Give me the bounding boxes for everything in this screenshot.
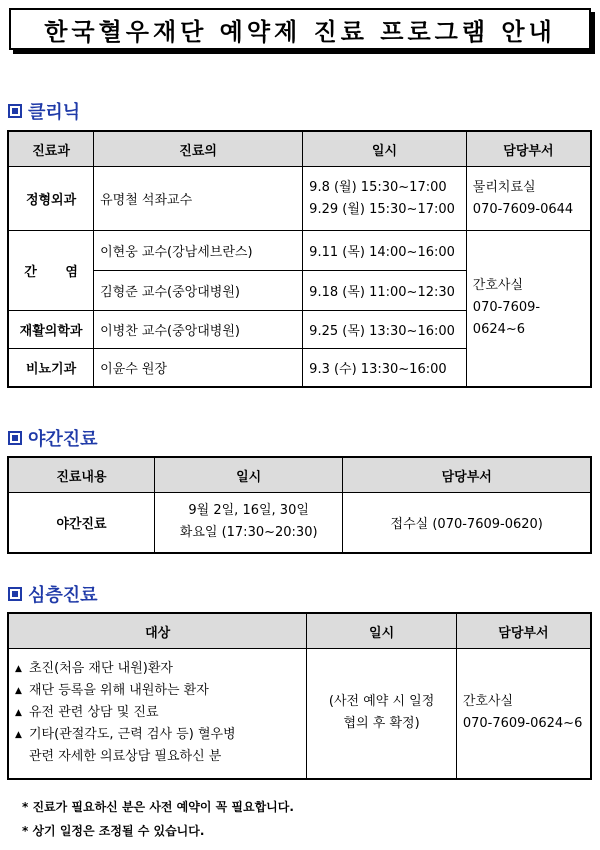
column-header: 일시	[303, 131, 467, 167]
table-header-row	[8, 457, 591, 493]
date-cell	[307, 649, 456, 779]
column-header: 담당부서	[466, 131, 591, 167]
office-line: 070-7609-0644	[472, 201, 574, 217]
list-item: ▲ 유전 관련 상담 및 진료	[15, 702, 306, 724]
date-cell	[154, 493, 343, 553]
date-line: 화요일 (17:30~20:30)	[179, 525, 318, 541]
column-header: 일시	[307, 613, 456, 649]
table-row	[8, 231, 591, 271]
office-line: 070-7609-0624~6	[462, 716, 583, 732]
footnote: * 진료가 필요하신 분은 사전 예약이 꼭 필요합니다.	[22, 800, 294, 814]
square-bullet-icon	[8, 104, 22, 118]
office-cell: 접수실 (070-7609-0620)	[343, 493, 591, 553]
section-heading-night	[8, 425, 98, 451]
doctor-cell: 이현웅 교수(강남세브란스)	[94, 231, 303, 271]
column-header: 담당부서	[456, 613, 591, 649]
table-header-row	[8, 613, 591, 649]
date-cell: 9.3 (수) 13:30~16:00	[303, 349, 467, 387]
office-line: 간호사실	[462, 694, 514, 710]
list-item: ▲ 재단 등록을 위해 내원하는 환자	[15, 680, 306, 702]
section-heading-clinic	[8, 98, 80, 124]
office-cell	[466, 231, 591, 387]
column-header: 대상	[8, 613, 307, 649]
table-row	[8, 649, 591, 779]
office-line: 간호사실	[472, 278, 524, 294]
night-table	[7, 456, 592, 554]
office-line: 070-7609-0624~6	[472, 300, 541, 338]
table-header-row	[8, 131, 591, 167]
section-title: 클리닉	[28, 102, 81, 123]
section-title: 야간진료	[28, 429, 98, 450]
doctor-cell: 이윤수 원장	[94, 349, 303, 387]
triangle-bullet-icon: ▲	[15, 708, 22, 719]
date-line: 9.29 (월) 15:30~17:00	[309, 201, 455, 217]
date-line: 협의 후 확정)	[343, 716, 420, 732]
triangle-bullet-icon: ▲	[15, 664, 22, 675]
content-cell: 야간진료	[8, 493, 154, 553]
office-cell	[466, 167, 591, 231]
deep-table	[7, 612, 592, 780]
date-cell: 9.25 (목) 13:30~16:00	[303, 311, 467, 349]
column-header: 진료과	[8, 131, 94, 167]
target-list	[9, 652, 306, 774]
page-title-box	[9, 8, 591, 50]
section-title: 심층진료	[28, 585, 98, 606]
triangle-bullet-icon: ▲	[15, 730, 22, 741]
list-item-continuation: 관련 자세한 의료상담 필요하신 분	[29, 749, 222, 765]
table-row	[8, 493, 591, 553]
doctor-cell: 이병찬 교수(중앙대병원)	[94, 311, 303, 349]
triangle-bullet-icon: ▲	[15, 686, 22, 697]
office-line: 물리치료실	[472, 179, 536, 195]
page-title: 한국혈우재단 예약제 진료 프로그램 안내	[44, 17, 556, 46]
dept-cell: 재활의학과	[8, 311, 94, 349]
clinic-table	[7, 130, 592, 388]
square-bullet-icon	[8, 431, 22, 445]
list-item: ▲ 초진(처음 재단 내원)환자	[15, 658, 306, 680]
square-bullet-icon	[8, 587, 22, 601]
doctor-cell: 유명철 석좌교수	[94, 167, 303, 231]
column-header: 진료의	[94, 131, 303, 167]
column-header: 진료내용	[8, 457, 154, 493]
date-cell	[303, 167, 467, 231]
date-cell: 9.18 (목) 11:00~12:30	[303, 271, 467, 311]
date-line: (사전 예약 시 일정	[328, 694, 435, 710]
date-line: 9.8 (월) 15:30~17:00	[309, 179, 447, 195]
column-header: 담당부서	[343, 457, 591, 493]
office-cell	[456, 649, 591, 779]
section-heading-deep	[8, 581, 98, 607]
table-row	[8, 167, 591, 231]
list-item: ▲ 기타(관절각도, 근력 검사 등) 혈우병	[15, 724, 306, 746]
target-cell	[8, 649, 307, 779]
dept-cell: 비뇨기과	[8, 349, 94, 387]
dept-cell: 간 염	[8, 231, 94, 311]
footnote: * 상기 일정은 조정될 수 있습니다.	[22, 824, 205, 838]
dept-cell: 정형외과	[8, 167, 94, 231]
date-cell: 9.11 (목) 14:00~16:00	[303, 231, 467, 271]
doctor-cell: 김형준 교수(중앙대병원)	[94, 271, 303, 311]
column-header: 일시	[154, 457, 343, 493]
date-line: 9월 2일, 16일, 30일	[188, 503, 309, 519]
